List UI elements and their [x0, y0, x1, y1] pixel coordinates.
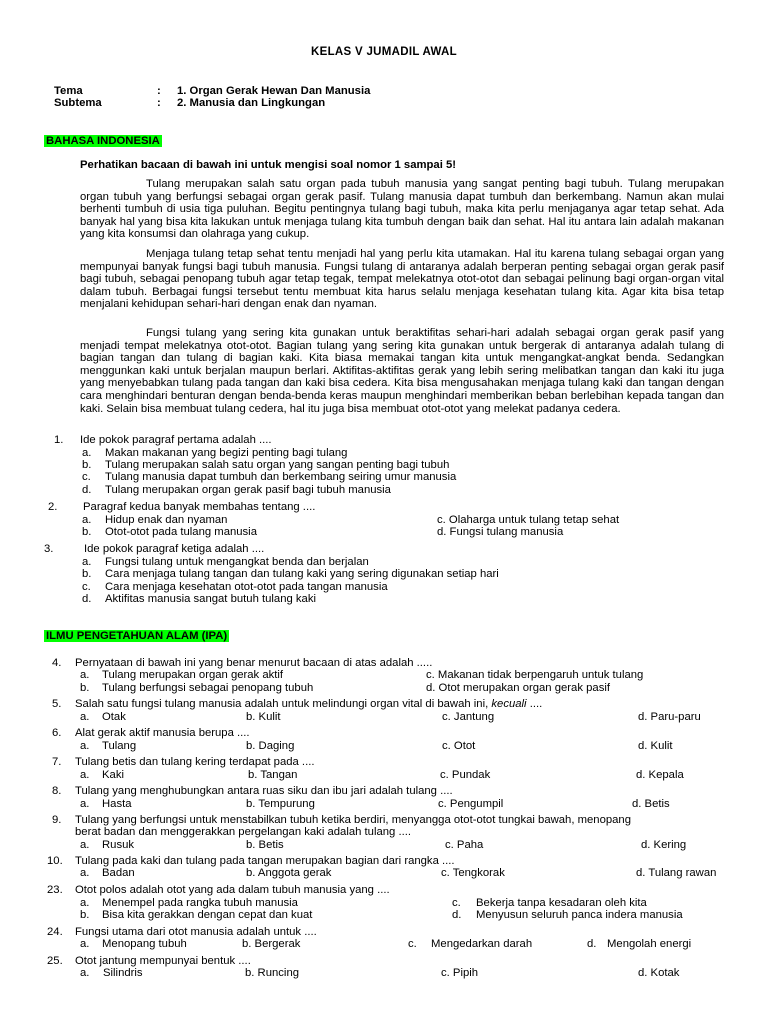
section-heading-ipa: ILMU PENGETAHUAN ALAM (IPA) — [46, 630, 228, 642]
q24-option-d-letter: d. — [587, 938, 597, 950]
q3-option-d: Aktifitas manusia sangat butuh tulang kaki — [105, 593, 317, 605]
q2-option-a: Hidup enak dan nyaman — [105, 514, 228, 526]
q5-kecuali: kecuali — [491, 698, 527, 710]
tema-value: 1. Organ Gerak Hewan Dan Manusia — [177, 85, 371, 97]
q25-option-d: d. Kotak — [638, 967, 680, 979]
q25-number: 25. — [47, 955, 63, 967]
q24-option-a-letter: a. — [80, 938, 90, 950]
q9-text: Tulang yang berfungsi untuk menstabilkan tubuh ketika berdiri, menyangga otot-otot tungkai bawah, menopang — [75, 814, 631, 826]
q23-text: Otot polos adalah otot yang ada dalam tubuh manusia yang .... — [75, 884, 390, 896]
q1-option-b: Tulang merupakan salah satu organ yang sangan penting bagi tubuh — [105, 459, 450, 471]
q24-option-c-letter: c. — [408, 938, 417, 950]
q3-option-a-letter: a. — [82, 556, 92, 568]
q3-option-b-letter: b. — [82, 568, 92, 580]
q3-text: Ide pokok paragraf ketiga adalah .... — [84, 543, 265, 555]
q7-option-c: c. Pundak — [440, 769, 491, 781]
reading-paragraph-1: Tulang merupakan salah satu organ pada tubuh manusia yang sangat penting bagi tubuh. Tulang merupakan organ tubuh yang berfungsi sebagai organ gerak pasif. Tulang manusia dapat tumbuh dan berkembang. Namun akan mulai berhenti tumbuh di usia tiga puluhan. Begitu pentingnya tulang bagi tubuh, maka kita perlu menjaganya agar tetap sehat. Ada banyak hal yang bisa kita lakukan untuk menjaga tulang kita tumbuh dengan baik dan sehat. Hal itu antara lain adalah makanan yang kita konsumsi dan olahraga yang cukup. — [80, 178, 724, 241]
q25-option-a: Silindris — [103, 967, 143, 979]
q10-text: Tulang pada kaki dan tulang pada tangan merupakan bagian dari rangka .... — [75, 855, 455, 867]
q6-option-b: b. Daging — [246, 740, 295, 752]
q6-option-a: Tulang — [102, 740, 137, 752]
q1-option-a: Makan makanan yang begizi penting bagi tulang — [105, 447, 348, 459]
q24-option-c: Mengedarkan darah — [431, 938, 533, 950]
q25-option-a-letter: a. — [80, 967, 90, 979]
q5-number: 5. — [52, 698, 62, 710]
q1-option-d: Tulang merupakan organ gerak pasif bagi tubuh manusia — [105, 484, 391, 496]
q6-option-a-letter: a. — [80, 740, 90, 752]
q9-option-d: d. Kering — [641, 839, 687, 851]
q23-number: 23. — [47, 884, 63, 896]
q24-text: Fungsi utama dari otot manusia adalah untuk .... — [75, 926, 317, 938]
q7-number: 7. — [52, 756, 62, 768]
q7-option-a: Kaki — [102, 769, 124, 781]
q9-text-line2: berat badan dan menggerakkan pergelangan kaki adalah tulang .... — [75, 826, 412, 838]
q25-option-b: b. Runcing — [245, 967, 300, 979]
q10-option-c: c. Tengkorak — [441, 867, 505, 879]
q4-option-b: Tulang berfungsi sebagai penopang tubuh — [102, 682, 314, 694]
q3-option-d-letter: d. — [82, 593, 92, 605]
q24-number: 24. — [47, 926, 63, 938]
q4-number: 4. — [52, 657, 62, 669]
q1-option-c: Tulang manusia dapat tumbuh dan berkembang seiring umur manusia — [105, 471, 457, 483]
reading-paragraph-3: Fungsi tulang yang sering kita gunakan untuk beraktifitas sehari-hari adalah sebagai organ gerak pasif yang menjadi tempat melekatnya otot-otot. Bagian tulang yang sering kita gunakan untuk bergerak di antaranya adalah tulang di bagian tangan dan tulang di bagian kaki. Kita biasa memakai tangan kita untuk mengangkat-angkat benda. Sedangkan menggunkan kaki untuk berjalan maupun berlari. Aktifitas-aktifitas gerak yang lebih sering melibatkan tangan dan kaki itu juga yang menyebabkan tulang pada tangan dan kaki bisa cedera. Kita bisa mengusahakan menjaga tulang kaki dan tangan dengan cara menghindari benturan dengan benda-benda keras maupun menghindari memberikan beban berlebihan kepada tangan dan kaki. Selain bisa membuat tulang cedera, hal itu juga bisa membuat otot-otot yang melekat padanya cedera. — [80, 327, 724, 415]
subtema-label: Subtema — [54, 97, 102, 109]
tema-colon: : — [157, 85, 161, 97]
q10-option-d: d. Tulang rawan — [636, 867, 717, 879]
q3-option-a: Fungsi tulang untuk mengangkat benda dan berjalan — [105, 556, 369, 568]
q23-option-d: Menyusun seluruh panca indera manusia — [476, 909, 683, 921]
q1-option-c-letter: c. — [82, 471, 91, 483]
q23-option-a-letter: a. — [80, 897, 90, 909]
q9-option-a: Rusuk — [102, 839, 135, 851]
q23-option-c: Bekerja tanpa kesadaran oleh kita — [476, 897, 647, 909]
q4-option-a: Tulang merupakan organ gerak aktif — [102, 669, 284, 681]
q25-text: Otot jantung mempunyai bentuk .... — [75, 955, 251, 967]
q6-option-d: d. Kulit — [638, 740, 673, 752]
q9-option-b: b. Betis — [246, 839, 284, 851]
subtema-value: 2. Manusia dan Lingkungan — [177, 97, 326, 109]
q5-text-tail: .... — [529, 698, 543, 710]
q8-option-b: b. Tempurung — [246, 798, 315, 810]
q8-option-d: d. Betis — [632, 798, 670, 810]
q23-option-b-letter: b. — [80, 909, 90, 921]
q24-option-b: b. Bergerak — [242, 938, 301, 950]
q4-text: Pernyataan di bawah ini yang benar menurut bacaan di atas adalah ..... — [75, 657, 433, 669]
q3-option-c-letter: c. — [82, 581, 91, 593]
q23-option-c-letter: c. — [452, 897, 461, 909]
q23-option-d-letter: d. — [452, 909, 462, 921]
q8-text: Tulang yang menghubungkan antara ruas siku dan ibu jari adalah tulang .... — [75, 785, 453, 797]
page-title: KELAS V JUMADIL AWAL — [311, 46, 457, 58]
q3-number: 3. — [44, 543, 54, 555]
q7-option-a-letter: a. — [80, 769, 90, 781]
q4-option-b-letter: b. — [80, 682, 90, 694]
q2-option-b: Otot-otot pada tulang manusia — [105, 526, 257, 538]
q4-option-d: d. Otot merupakan organ gerak pasif — [426, 682, 610, 694]
tema-label: Tema — [54, 85, 83, 97]
q9-number: 9. — [52, 814, 62, 826]
section-heading-bahasa: BAHASA INDONESIA — [46, 135, 160, 147]
q24-option-d: Mengolah energi — [607, 938, 692, 950]
q5-option-a-letter: a. — [80, 711, 90, 723]
q5-text-main: Salah satu fungsi tulang manusia adalah untuk melindungi organ vital di bawah ini, — [75, 698, 489, 710]
subtema-colon: : — [157, 97, 161, 109]
q9-option-a-letter: a. — [80, 839, 90, 851]
q5-option-a: Otak — [102, 711, 126, 723]
q10-option-b: b. Anggota gerak — [246, 867, 332, 879]
q23-option-b: Bisa kita gerakkan dengan cepat dan kuat — [102, 909, 313, 921]
q25-option-c: c. Pipih — [441, 967, 479, 979]
q5-option-c: c. Jantung — [442, 711, 495, 723]
q1-option-a-letter: a. — [82, 447, 92, 459]
q1-text: Ide pokok paragraf pertama adalah .... — [80, 434, 272, 446]
q8-option-a-letter: a. — [80, 798, 90, 810]
q4-option-c: c. Makanan tidak berpengaruh untuk tulang — [426, 669, 644, 681]
q10-option-a-letter: a. — [80, 867, 90, 879]
q2-option-c: c. Olaharga untuk tulang tetap sehat — [437, 514, 620, 526]
q8-option-c: c. Pengumpil — [438, 798, 504, 810]
reading-instruction: Perhatikan bacaan di bawah ini untuk mengisi soal nomor 1 sampai 5! — [80, 159, 457, 171]
q6-option-c: c. Otot — [442, 740, 476, 752]
reading-paragraph-2: Menjaga tulang tetap sehat tentu menjadi hal yang perlu kita utamakan. Hal itu karena tulang sebagai organ yang mempunyai banyak fungsi bagi tubuh manusia. Fungsi tulang di antaranya adalah berperan penting sebagai organ gerak pasif bagi tubuh, sebagai penopang tubuh agar tetap tegak, tempat melekatnya otot-otot dan sebagai pelinung bagi organ-organ vital dalam tubuh. Berbagai fungsi tersebut tentu membuat kita harus selalu menjaga kesehatan tulang kita. Agar kita bisa tetap menjalani kehidupan sehari-hari dengan enak dan nyaman. — [80, 248, 724, 311]
q3-option-c: Cara menjaga kesehatan otot-otot pada tangan manusia — [105, 581, 388, 593]
q10-option-a: Badan — [102, 867, 135, 879]
q1-option-d-letter: d. — [82, 484, 92, 496]
q5-option-b: b. Kulit — [246, 711, 281, 723]
q2-option-a-letter: a. — [82, 514, 92, 526]
q6-text: Alat gerak aktif manusia berupa .... — [75, 727, 250, 739]
q9-option-c: c. Paha — [445, 839, 484, 851]
q7-text: Tulang betis dan tulang kering terdapat pada .... — [75, 756, 315, 768]
q10-number: 10. — [47, 855, 63, 867]
q1-number: 1. — [54, 434, 64, 446]
q2-number: 2. — [48, 501, 58, 513]
q1-option-b-letter: b. — [82, 459, 92, 471]
q4-option-a-letter: a. — [80, 669, 90, 681]
q8-number: 8. — [52, 785, 62, 797]
q7-option-b: b. Tangan — [248, 769, 298, 781]
q2-text: Paragraf kedua banyak membahas tentang .... — [83, 501, 316, 513]
q24-option-a: Menopang tubuh — [102, 938, 187, 950]
q23-option-a: Menempel pada rangka tubuh manusia — [102, 897, 298, 909]
q2-option-d: d. Fungsi tulang manusia — [437, 526, 564, 538]
q7-option-d: d. Kepala — [636, 769, 684, 781]
q3-option-b: Cara menjaga tulang tangan dan tulang kaki yang sering digunakan setiap hari — [105, 568, 499, 580]
q5-text — [75, 698, 542, 711]
q6-number: 6. — [52, 727, 62, 739]
q2-option-b-letter: b. — [82, 526, 92, 538]
q8-option-a: Hasta — [102, 798, 132, 810]
q5-option-d: d. Paru-paru — [638, 711, 701, 723]
